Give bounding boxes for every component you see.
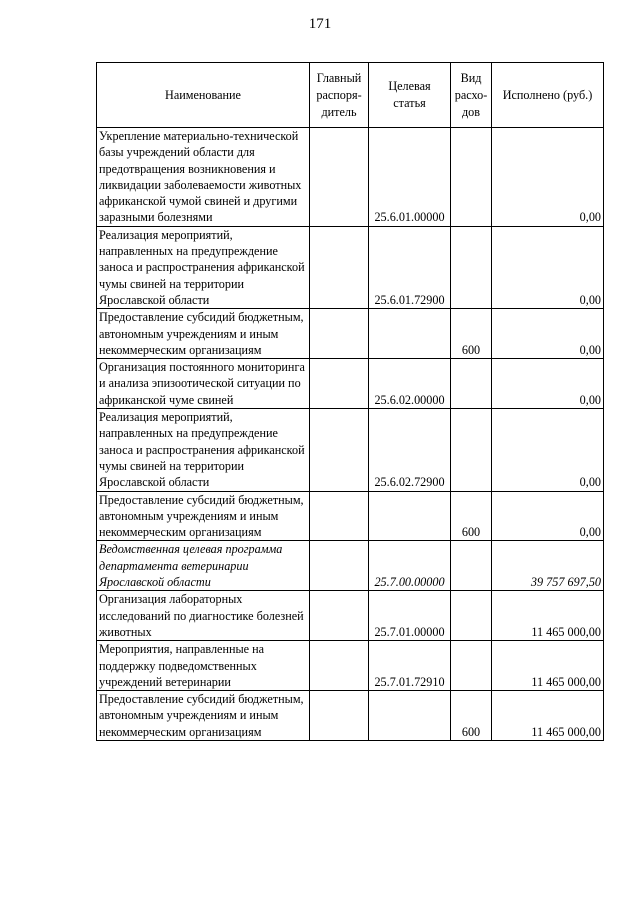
row-name-cell: Реализация мероприятий, направленных на предупреждение заноса и распространения африканской чумы свиней на территории Ярославской области	[97, 409, 310, 491]
table-row	[97, 409, 604, 491]
row-article-cell	[369, 691, 451, 741]
header-admin: Главный распоря-дитель	[310, 63, 369, 128]
table-row	[97, 641, 604, 691]
row-amount-cell: 39 757 697,50	[492, 541, 604, 591]
table-row	[97, 491, 604, 541]
header-type: Вид расхо-дов	[451, 63, 492, 128]
row-admin-cell	[310, 691, 369, 741]
row-name-cell: Организация постоянного мониторинга и анализа эпизоотической ситуации по африканской чуме свиней	[97, 359, 310, 409]
row-article-cell: 25.6.01.72900	[369, 226, 451, 308]
header-name: Наименование	[97, 63, 310, 128]
row-name-cell: Укрепление материально-технической базы учреждений области для предотвращения возникновения и ликвидации заболеваемости животных африканской чумой свиней и другими заразными болезнями	[97, 128, 310, 227]
row-name-cell: Предоставление субсидий бюджетным, автономным учреждениям и иным некоммерческим организациям	[97, 691, 310, 741]
row-admin-cell	[310, 226, 369, 308]
row-name-cell: Мероприятия, направленные на поддержку подведомственных учреждений ветеринарии	[97, 641, 310, 691]
table-row	[97, 226, 604, 308]
row-type-cell: 600	[451, 491, 492, 541]
row-amount-cell: 0,00	[492, 409, 604, 491]
row-admin-cell	[310, 491, 369, 541]
table-row	[97, 128, 604, 227]
row-amount-cell: 0,00	[492, 359, 604, 409]
row-name-cell: Предоставление субсидий бюджетным, автономным учреждениям и иным некоммерческим организациям	[97, 491, 310, 541]
row-type-cell: 600	[451, 309, 492, 359]
row-amount-cell: 0,00	[492, 226, 604, 308]
header-amount: Исполнено (руб.)	[492, 63, 604, 128]
row-name-cell: Организация лабораторных исследований по диагностике болезней животных	[97, 591, 310, 641]
header-article: Целевая статья	[369, 63, 451, 128]
row-amount-cell: 0,00	[492, 128, 604, 227]
row-admin-cell	[310, 128, 369, 227]
row-type-cell	[451, 541, 492, 591]
budget-table	[96, 62, 604, 741]
row-amount-cell: 11 465 000,00	[492, 691, 604, 741]
row-admin-cell	[310, 541, 369, 591]
table-row	[97, 691, 604, 741]
row-admin-cell	[310, 359, 369, 409]
row-type-cell	[451, 359, 492, 409]
table-header-row	[97, 63, 604, 128]
row-name-cell: Ведомственная целевая программа департамента ветеринарии Ярославской области	[97, 541, 310, 591]
row-amount-cell: 0,00	[492, 309, 604, 359]
row-amount-cell: 11 465 000,00	[492, 641, 604, 691]
table-row	[97, 591, 604, 641]
row-article-cell	[369, 491, 451, 541]
row-type-cell	[451, 128, 492, 227]
row-admin-cell	[310, 591, 369, 641]
row-admin-cell	[310, 309, 369, 359]
row-amount-cell: 11 465 000,00	[492, 591, 604, 641]
table-row	[97, 309, 604, 359]
row-article-cell: 25.7.01.72910	[369, 641, 451, 691]
page-number: 171	[308, 16, 332, 32]
table-row	[97, 359, 604, 409]
row-article-cell: 25.7.01.00000	[369, 591, 451, 641]
row-admin-cell	[310, 641, 369, 691]
row-type-cell: 600	[451, 691, 492, 741]
row-article-cell	[369, 309, 451, 359]
row-type-cell	[451, 409, 492, 491]
row-article-cell: 25.6.02.00000	[369, 359, 451, 409]
row-name-cell: Предоставление субсидий бюджетным, автономным учреждениям и иным некоммерческим организациям	[97, 309, 310, 359]
row-amount-cell: 0,00	[492, 491, 604, 541]
table-row	[97, 541, 604, 591]
row-article-cell: 25.6.02.72900	[369, 409, 451, 491]
row-admin-cell	[310, 409, 369, 491]
row-type-cell	[451, 226, 492, 308]
row-name-cell: Реализация мероприятий, направленных на предупреждение заноса и распространения африканской чумы свиней на территории Ярославской области	[97, 226, 310, 308]
row-article-cell: 25.6.01.00000	[369, 128, 451, 227]
row-article-cell: 25.7.00.00000	[369, 541, 451, 591]
row-type-cell	[451, 591, 492, 641]
table-body	[97, 128, 604, 741]
row-type-cell	[451, 641, 492, 691]
